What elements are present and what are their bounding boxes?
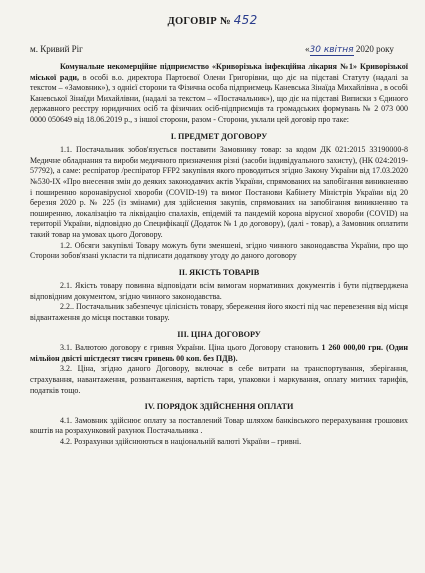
section-heading-2: ІІ. ЯКІСТЬ ТОВАРІВ: [178, 267, 260, 277]
contract-date: [305, 44, 394, 56]
paragraph-3-2: 3.2. Ціна, згідно даного Договору, включає в себе витрати на транспортування, зберігання, страхування, навантаження, розвантаження, вартість тари, упаковки і маркування, оплату митних тарифів, податків тощо.: [30, 364, 408, 395]
preamble: [30, 62, 408, 126]
paragraph-1-1: 1.1. Постачальник зобов'язується поставити Замовнику товар: за кодом ДК 021:2015 33190000-8 Медичне обладнання та вироби медичного призначення різні (засоби індивідуального захисту), (НК 024:2019-57792), а саме: респіратор /респіратор FFP2 закупівля якого проводиться згідно Закону України від 17.03.2020 №530-ІХ «Про внесення змін до деяких законодавчих актів України, спрямованих на запобігання виникненню і поширенню коронавірусної хвороби (COVID-19) та вимог Постанови Кабінету Міністрів України від 20 березня 2020 р. № 225 (із змінами) для здійснення закупів, спрямованих на запобігання виникненню та поширенню, локалізацію та ліквідацію спалахів, епідемій та пандемій корона вірусної хвороби (COVID) на території України, відповідно до Специфікації (Додаток № 1 до договору), (далі - товар), а Замовник оплатити такий товар на умовах цього Договору.: [30, 145, 408, 239]
date-suffix: 2020 року: [355, 44, 394, 54]
date-handwritten: 30 квітня: [309, 45, 354, 55]
page-title: [0, 13, 425, 27]
date-prefix: «: [305, 44, 310, 54]
section-heading-4: IV. ПОРЯДОК ЗДІЙСНЕННЯ ОПЛАТИ: [144, 402, 294, 412]
contract-price: 1 260 000,00 грн. (Один мільйон двісті шістдесят тисяч гривень 00 коп. без ПДВ).: [30, 343, 408, 363]
title-text: ДОГОВІР №: [167, 16, 231, 27]
paragraph-4-2: 4.2. Розрахунки здійснюються в національній валюті України – гривні.: [60, 437, 302, 446]
section-heading-1: І. ПРЕДМЕТ ДОГОВОРУ: [170, 131, 268, 141]
contract-number: 452: [233, 13, 258, 27]
paragraph-4-1: 4.1. Замовник здійснює оплату за поставлений Товар шляхом банківського перерахування грошових коштів на розрахунковий рахунок Постачальника .: [30, 415, 408, 436]
paragraph-2-2: 2.2.. Постачальник забезпечує цілісність товару, збереження його якості під час перевезення від місця відвантаження до місця поставки товару.: [30, 302, 408, 323]
contract-body: [30, 62, 408, 448]
section-heading-3: ІІІ. ЦІНА ДОГОВОРУ: [177, 329, 261, 339]
place-of-signing: м. Кривий Ріг: [30, 44, 83, 54]
preamble-text: в особі в.о. директора Партоєвої Олени Григорівни, що діє на підставі Статуту (надалі за текстом – «Замовник»), з однієї сторони та Фізична особа підприємець Каневська Зінаїда Михайлівна , в особі Каневської Зінаїди Михайлівни, (надалі за текстом – «Постачальник»), що діє на підставі Виписки з Єдиного державного реєстру юридичних осіб та фізичних осіб-підприємців та громадських формувань № 2 073 000 0000 050649 від 18.06.2019 р., з іншої сторони, разом - Сторони, уклали цей договір про таке:: [30, 72, 408, 124]
paragraph-1-2: 1.2. Обсяги закупівлі Товару можуть бути зменшені, згідно чинного законодавства України, про що Сторони зобов'язані укласти та підписати додаткову угоду до даного договору: [30, 240, 408, 261]
party1-name: Комунальне некомерційне підприємство «Криворізька інфекційна лікарня №1» Криворізької міської ради,: [30, 62, 408, 82]
paragraph-3-1-text: 3.1. Валютою договору є гривня України. Ціна цього Договору становить: [60, 343, 322, 353]
paragraph-3-1: [30, 343, 408, 364]
paragraph-2-1: 2.1. Якість товару повинна відповідати всім вимогам нормативних документів і бути підтверджена відповідним документом, згідно чинного законодавства.: [30, 281, 408, 301]
